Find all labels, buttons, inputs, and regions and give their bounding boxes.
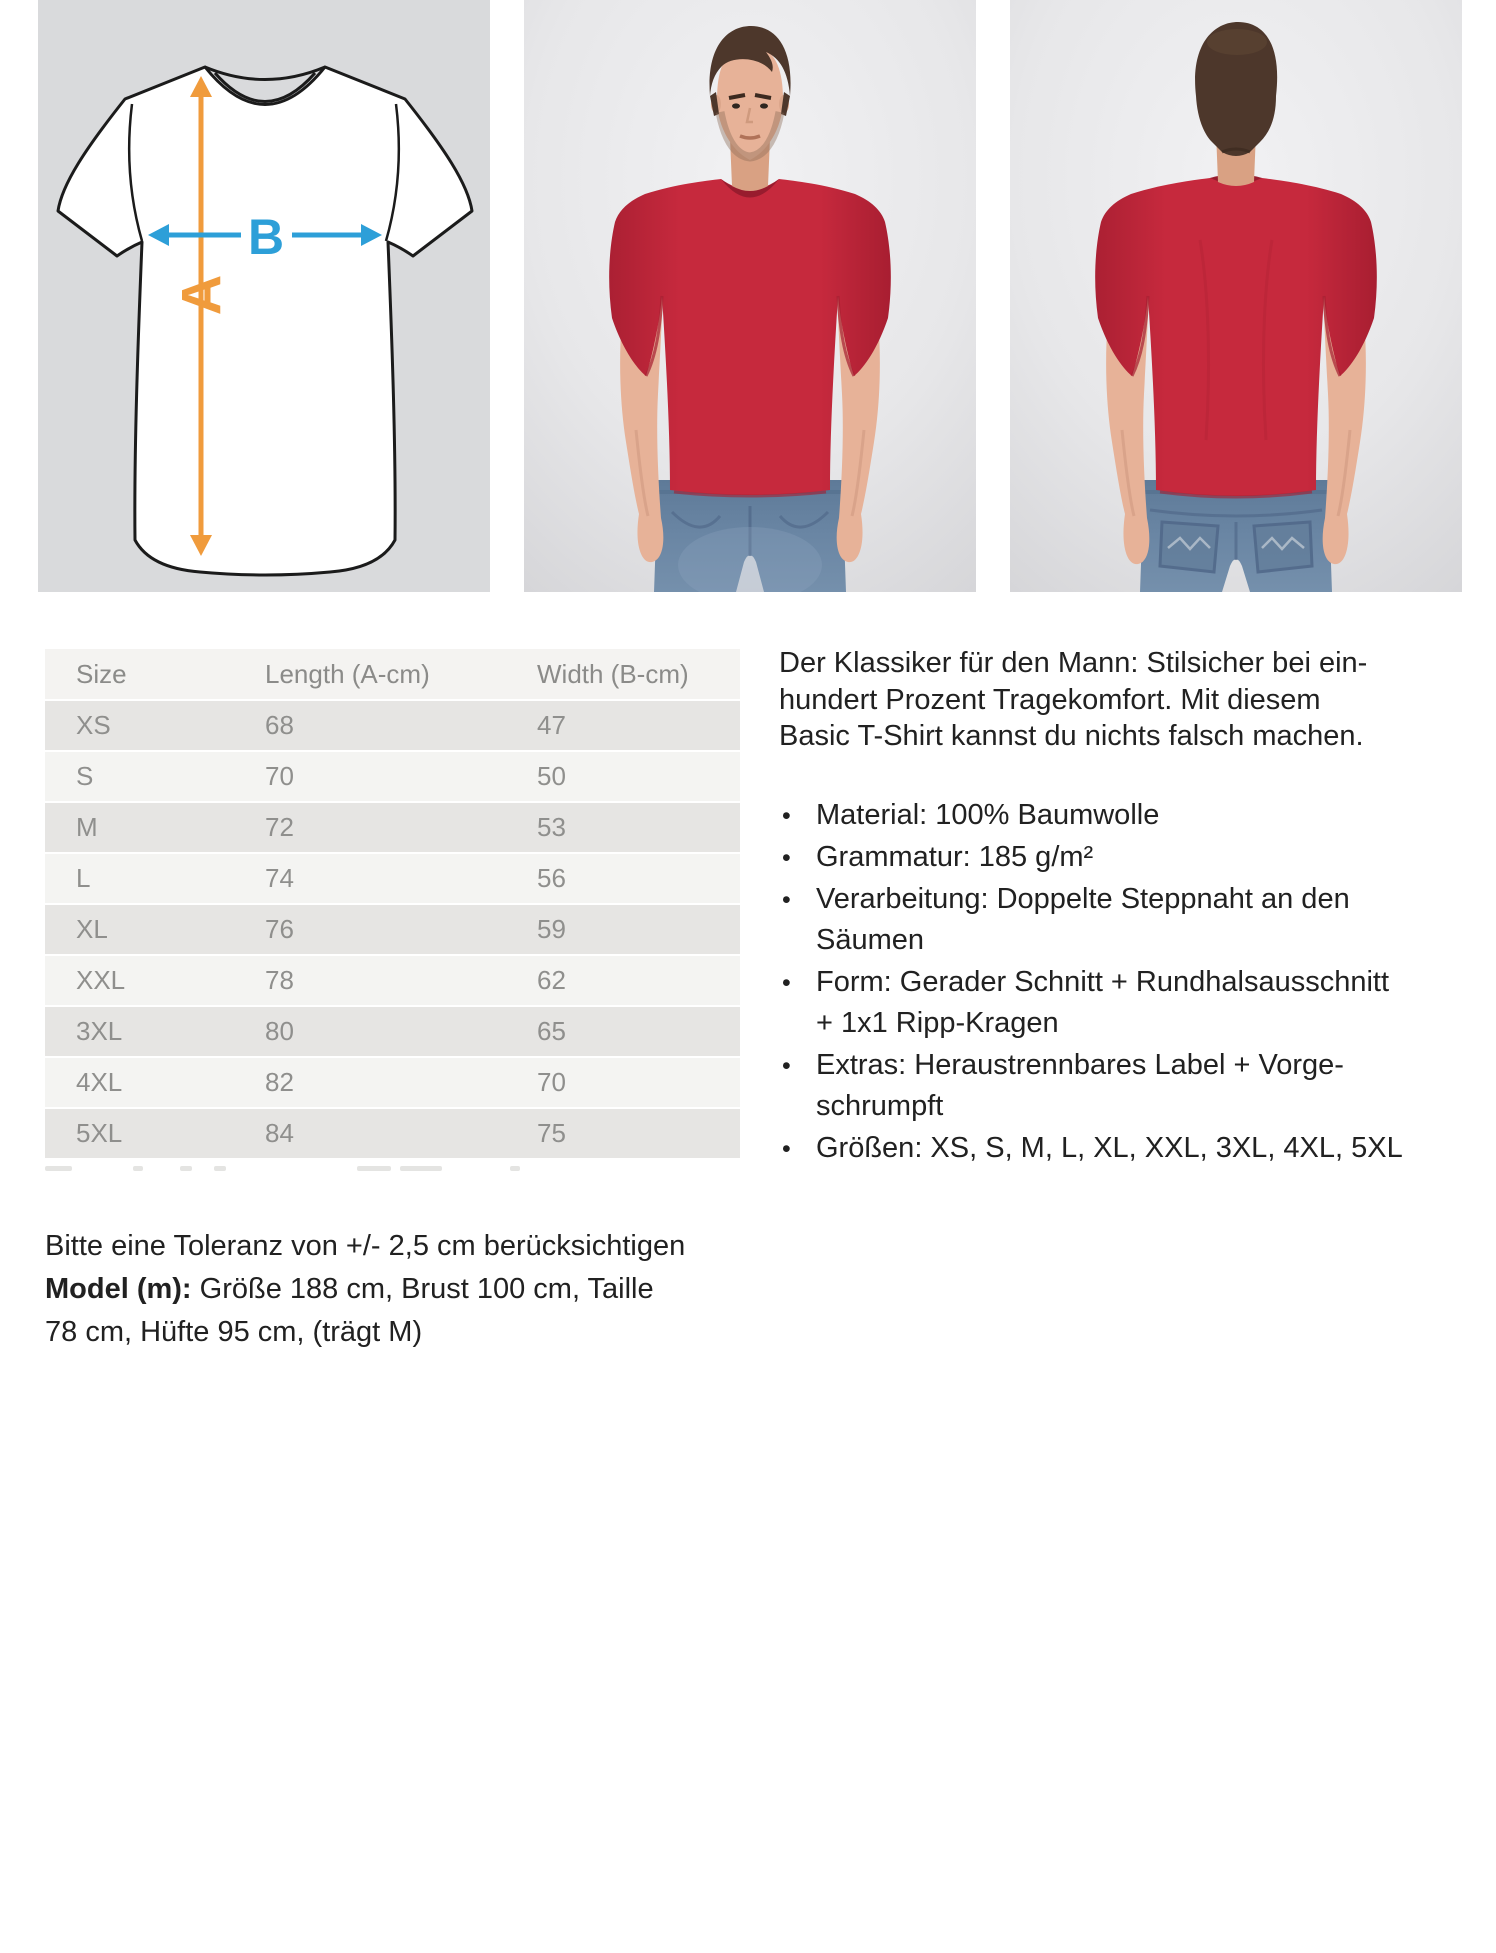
cell-size: XL (76, 914, 108, 944)
table-row (45, 905, 740, 954)
table-row (45, 701, 740, 750)
model-measurements-text: Größe 188 cm, Brust 100 cm, Taille (191, 1273, 654, 1305)
cell-size: L (76, 863, 91, 893)
feature-item (779, 962, 1469, 1044)
description-line: hundert Prozent Tragekomfort. Mit diesem (779, 683, 1321, 716)
cell-length: 80 (265, 1016, 294, 1046)
model-front-graphic (524, 0, 976, 592)
table-row (45, 956, 740, 1005)
tolerance-note: Bitte eine Toleranz von +/- 2,5 cm berücksichtigen (45, 1230, 686, 1262)
feature-item (779, 1128, 1469, 1169)
table-row (45, 752, 740, 801)
feature-line: Verarbeitung: Doppelte Steppnaht an den (816, 882, 1350, 915)
cell-width: 75 (537, 1118, 566, 1148)
description-intro (779, 645, 1469, 755)
bullet-icon: • (782, 801, 791, 830)
table-row (45, 1058, 740, 1107)
bullet-icon: • (782, 968, 791, 997)
table-row (45, 803, 740, 852)
model-front-photo (524, 0, 976, 592)
cell-width: 50 (537, 761, 566, 791)
column-header-size: Size (76, 658, 127, 689)
cell-width: 62 (537, 965, 566, 995)
size-diagram-image (38, 0, 490, 592)
cell-length: 76 (265, 914, 294, 944)
cell-size: S (76, 761, 94, 791)
cell-length: 82 (265, 1067, 294, 1097)
feature-line: Extras: Heraustrennbares Label + Vorge- (816, 1048, 1344, 1081)
cell-length: 74 (265, 863, 294, 893)
cell-size: XS (76, 710, 111, 740)
feature-line: Form: Gerader Schnitt + Rundhalsausschnitt (816, 965, 1390, 998)
tshirt-diagram-graphic (38, 0, 490, 592)
description-line: Der Klassiker für den Mann: Stilsicher bei ein- (779, 647, 1368, 679)
width-label-b: B (247, 209, 285, 265)
feature-item (779, 1045, 1469, 1127)
feature-line: Größen: XS, S, M, L, XL, XXL, 3XL, 4XL, 5XL (816, 1131, 1403, 1164)
description-line: Basic T-Shirt kannst du nichts falsch machen. (779, 720, 1364, 752)
table-row (45, 1109, 740, 1158)
cell-length: 84 (265, 1118, 294, 1148)
bullet-icon: • (782, 843, 791, 872)
length-label-a: A (169, 274, 233, 316)
size-table (45, 649, 740, 1176)
feature-line: schrumpft (816, 1089, 944, 1122)
table-row (45, 1007, 740, 1056)
cell-length: 68 (265, 710, 294, 740)
cell-width: 65 (537, 1016, 566, 1046)
model-measurements-line1 (45, 1268, 765, 1311)
table-cropped-row-artifact (45, 1166, 740, 1176)
cell-width: 47 (537, 710, 566, 740)
feature-line: Säumen (816, 923, 925, 956)
cell-width: 59 (537, 914, 566, 944)
feature-line: + 1x1 Ripp-Kragen (816, 1006, 1059, 1039)
cell-width: 56 (537, 863, 566, 893)
cell-size: 3XL (76, 1016, 123, 1046)
feature-line: Grammatur: 185 g/m² (816, 840, 1094, 873)
bullet-icon: • (782, 885, 791, 914)
size-table-header-row (45, 649, 740, 699)
feature-item (779, 879, 1469, 961)
cell-size: M (76, 812, 98, 842)
measurement-notes (45, 1225, 765, 1354)
cell-width: 70 (537, 1067, 566, 1097)
product-description (779, 645, 1469, 1170)
feature-item (779, 795, 1469, 836)
cell-size: 5XL (76, 1118, 123, 1148)
bullet-icon: • (782, 1051, 791, 1080)
cell-length: 72 (265, 812, 294, 842)
table-row (45, 854, 740, 903)
column-header-width: Width (B-cm) (537, 658, 689, 689)
model-back-graphic (1010, 0, 1462, 592)
model-measurements-line2: 78 cm, Hüfte 95 cm, (trägt M) (45, 1316, 423, 1348)
feature-list (779, 795, 1469, 1169)
cell-length: 70 (265, 761, 294, 791)
bullet-icon: • (782, 1134, 791, 1163)
size-table-body (45, 701, 740, 1158)
feature-item (779, 837, 1469, 878)
cell-size: XXL (76, 965, 126, 995)
cell-size: 4XL (76, 1067, 123, 1097)
cell-width: 53 (537, 812, 566, 842)
model-back-photo (1010, 0, 1462, 592)
model-label: Model (m): (45, 1273, 192, 1305)
cell-length: 78 (265, 965, 294, 995)
feature-line: Material: 100% Baumwolle (816, 798, 1160, 831)
column-header-length: Length (A-cm) (265, 658, 430, 689)
